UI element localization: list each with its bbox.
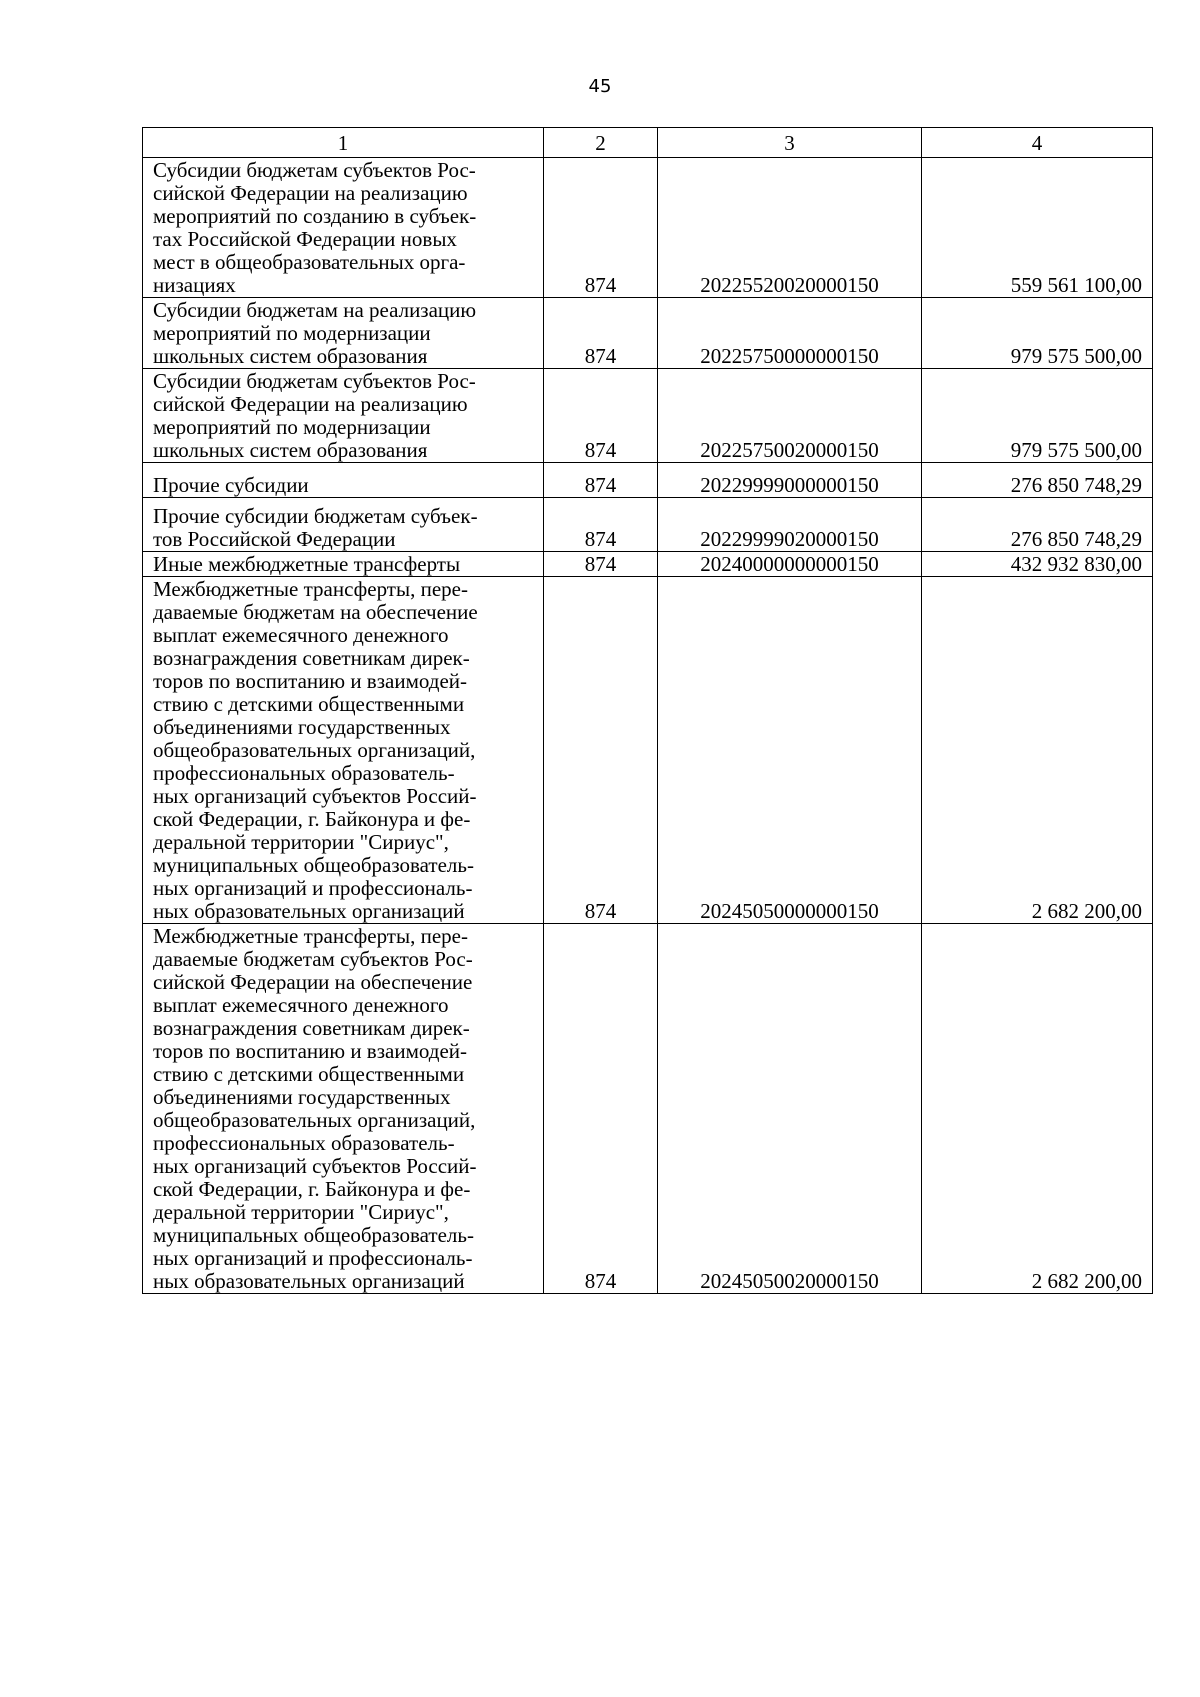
header-cell: 4 (922, 128, 1153, 158)
admin-code-cell: 874 (544, 369, 658, 463)
amount-cell: 979 575 500,00 (922, 369, 1153, 463)
income-name-cell: Субсидии бюджетам субъектов Рос- сийской Федерации на реализацию мероприятий по созданию в субъек- тах Российской Федерации новых мест в общеобразовательных орга- низациях (143, 158, 544, 298)
admin-code-cell: 874 (544, 158, 658, 298)
table-row (143, 552, 1153, 577)
table-row (143, 298, 1153, 369)
admin-code-cell: 874 (544, 463, 658, 498)
amount-cell: 432 932 830,00 (922, 552, 1153, 577)
admin-code-cell: 874 (544, 498, 658, 552)
budget-code-cell: 20225750020000150 (658, 369, 922, 463)
budget-code-cell: 20225750000000150 (658, 298, 922, 369)
income-name-cell: Иные межбюджетные трансферты (143, 552, 544, 577)
budget-code-cell: 20229999000000150 (658, 463, 922, 498)
budget-code-cell: 20240000000000150 (658, 552, 922, 577)
table-row (143, 158, 1153, 298)
amount-cell: 276 850 748,29 (922, 463, 1153, 498)
income-name-cell: Прочие субсидии (143, 463, 544, 498)
page-number: 45 (588, 76, 612, 97)
amount-cell: 2 682 200,00 (922, 924, 1153, 1294)
amount-cell: 559 561 100,00 (922, 158, 1153, 298)
income-name-cell: Прочие субсидии бюджетам субъек- тов Российской Федерации (143, 498, 544, 552)
admin-code-cell: 874 (544, 577, 658, 924)
income-name-cell: Межбюджетные трансферты, пере- даваемые бюджетам на обеспечение выплат ежемесячного денежного вознаграждения советникам дирек- торов по воспитанию и взаимодей- ствию с детскими общественными объединениями государственных общеобразовательных организаций, профессиональных образователь- ных организаций субъектов Россий- ской Федерации, г. Байконура и фе- деральной территории "Сириус", муниципальных общеобразователь- ных организаций и профессиональ- ных образовательных организаций (143, 577, 544, 924)
budget-code-cell: 20245050020000150 (658, 924, 922, 1294)
table-row (143, 369, 1153, 463)
budget-code-cell: 20225520020000150 (658, 158, 922, 298)
admin-code-cell: 874 (544, 298, 658, 369)
amount-cell: 276 850 748,29 (922, 498, 1153, 552)
table-row (143, 498, 1153, 552)
income-name-cell: Субсидии бюджетам субъектов Рос- сийской Федерации на реализацию мероприятий по модернизации школьных систем образования (143, 369, 544, 463)
admin-code-cell: 874 (544, 552, 658, 577)
income-name-cell: Межбюджетные трансферты, пере- даваемые бюджетам субъектов Рос- сийской Федерации на обеспечение выплат ежемесячного денежного вознаграждения советникам дирек- торов по воспитанию и взаимодей- ствию с детскими общественными объединениями государственных общеобразовательных организаций, профессиональных образователь- ных организаций субъектов Россий- ской Федерации, г. Байконура и фе- деральной территории "Сириус", муниципальных общеобразователь- ных организаций и профессиональ- ных образовательных организаций (143, 924, 544, 1294)
income-name-cell: Субсидии бюджетам на реализацию мероприятий по модернизации школьных систем образования (143, 298, 544, 369)
header-cell: 2 (544, 128, 658, 158)
table-header-row (143, 128, 1153, 158)
table-row (143, 463, 1153, 498)
amount-cell: 2 682 200,00 (922, 577, 1153, 924)
table-row (143, 924, 1153, 1294)
header-cell: 1 (143, 128, 544, 158)
admin-code-cell: 874 (544, 924, 658, 1294)
table-row (143, 577, 1153, 924)
budget-code-cell: 20229999020000150 (658, 498, 922, 552)
amount-cell: 979 575 500,00 (922, 298, 1153, 369)
budget-table (142, 127, 1153, 1294)
budget-code-cell: 20245050000000150 (658, 577, 922, 924)
header-cell: 3 (658, 128, 922, 158)
